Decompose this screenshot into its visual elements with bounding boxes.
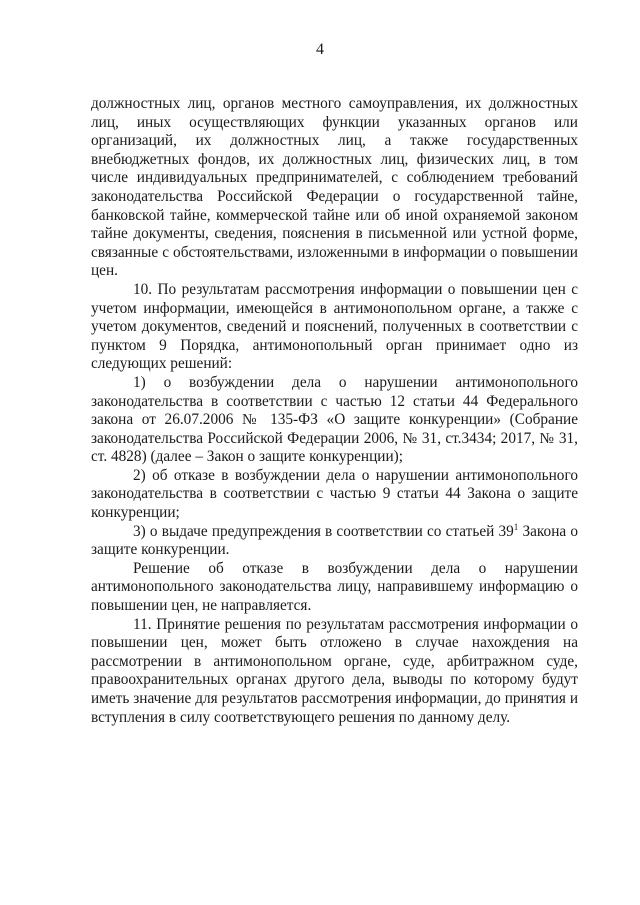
item-3-text-before: 3) о выдаче предупреждения в соответствии со статьей 39	[133, 522, 514, 540]
item-3-superscript: 1	[513, 521, 519, 532]
page-number: 4	[316, 41, 324, 58]
paragraph-10: 10. По результатам рассмотрения информации о повышении цен с учетом информации, имеющейся в антимонопольном органе, а также с учетом документов, сведений и пояснений, полученных в соответствии с пунктом 9 Порядка, антимонопольный орган принимает одно из следующих решений:	[91, 280, 578, 373]
paragraph-10-item-2: 2) об отказе в возбуждении дела о нарушении антимонопольного законодательства в соответствии с частью 9 статьи 44 Закона о защите конкуренции;	[91, 466, 578, 522]
paragraph-refusal-note: Решение об отказе в возбуждении дела о нарушении антимонопольного законодательства лицу, направившему информацию о повышении цен, не направляется.	[91, 559, 578, 615]
paragraph-continuation: должностных лиц, органов местного самоуправления, их должностных лиц, иных осуществляющих функции указанных органов или организаций, их должностных лиц, а также государственных внебюджетных фондов, их должностных лиц, физических лиц, в том числе индивидуальных предпринимателей, с соблюдением требований законодательства Российской Федерации о государственной тайне, банковской тайне, коммерческой тайне или об иной охраняемой законом тайне документы, сведения, пояснения в письменной или устной форме, связанные с обстоятельствами, изложенными в информации о повышении цен.	[91, 95, 578, 280]
paragraph-10-item-1: 1) о возбуждении дела о нарушении антимонопольного законодательства в соответствии с частью 12 статьи 44 Федерального закона от 26.07.2006 № 135-ФЗ «О защите конкуренции» (Собрание законодательства Российской Федерации 2006, № 31, ст.3434; 2017, № 31, ст. 4828) (далее – Закон о защите конкуренции);	[91, 373, 578, 466]
paragraph-10-item-3	[91, 523, 578, 560]
document-body	[91, 95, 578, 727]
item-3-text-after: Закона о защите конкуренции.	[91, 522, 578, 559]
paragraph-11: 11. Принятие решения по результатам рассмотрения информации о повышении цен, может быть отложено в случае нахождения на рассмотрении в антимонопольном органе, суде, арбитражном суде, правоохранительных органах другого дела, выводы по которому будут иметь значение для результатов рассмотрения информации, до принятия и вступления в силу соответствующего решения по данному делу.	[91, 615, 578, 726]
